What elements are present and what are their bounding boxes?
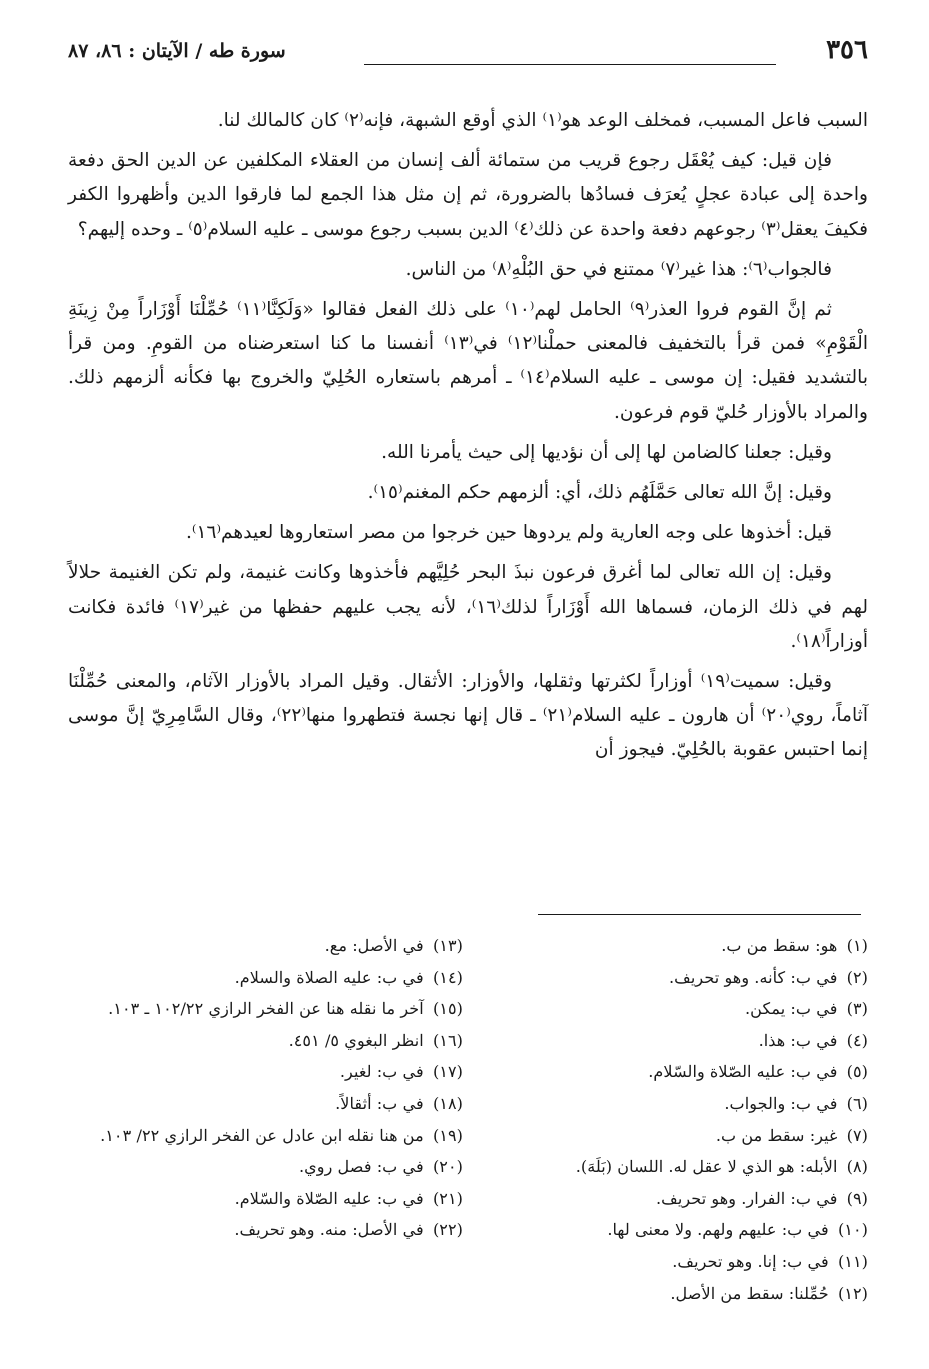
footnote: [68, 1151, 463, 1183]
footnote: [68, 993, 463, 1025]
footnote: [473, 1183, 868, 1215]
footnote: [473, 1214, 868, 1246]
footnote-number: (٦): [846, 1093, 868, 1113]
paragraph: السبب فاعل المسبب، فمخلف الوعد هو⁽١⁾ الذي أوقع الشبهة، فإنه⁽٢⁾ كان كالمالك لنا.: [217, 110, 868, 131]
footnote: [473, 1088, 868, 1120]
footnote: [473, 993, 868, 1025]
footnote-number: (١١): [837, 1251, 868, 1271]
footnote-number: (١٧): [432, 1062, 463, 1082]
footnote: [68, 1088, 463, 1120]
footnote: [68, 1183, 463, 1215]
footnote-text: الأبله: هو الذي لا عقل له. اللسان (بَلَهَ).: [575, 1157, 838, 1177]
footnote-number: (١٩): [432, 1125, 463, 1145]
paragraph: فإن قيل: كيف يُعْقَل رجوع قريب من ستمائة ألف إنسان من العقلاء المكلفين عن الدين الحق دفعة واحدة إلى عبادة عجلٍ يُعرَف فسادُها بالضرورة، ثم إن مثل هذا الجمع لما فارقوا الدين وأظهروا الكفر فكيفَ يعقل⁽٣⁾ رجوعهم دفعة واحدة عن ذلك⁽٤⁾ الدين بسبب رجوع موسى ـ عليه السلام⁽٥⁾ ـ وحده إليهم؟: [68, 150, 868, 240]
paragraph: فالجواب⁽٦⁾: هذا غير⁽٧⁾ ممتنع في حق البُلْهِ⁽٨⁾ من الناس.: [405, 258, 832, 280]
footnote-number: (٢٠): [432, 1157, 463, 1177]
footnotes-right-column: [473, 930, 868, 1309]
footnote: [473, 962, 868, 994]
footnote-number: (٥): [846, 1062, 868, 1082]
footnote-number: (١٤): [432, 967, 463, 987]
paragraph: وقيل: جعلنا كالضامن لها إلى أن نؤديها إلى حيث يأمرنا الله.: [381, 441, 832, 463]
footnote: [473, 1056, 868, 1088]
footnote-number: (١٦): [432, 1030, 463, 1050]
footnote-separator: [538, 914, 861, 915]
paragraph: ثم إنَّ القوم فروا العذر⁽٩⁾ الحامل لهم⁽١٠⁾ على ذلك الفعل فقالوا «وَلَكِنَّا⁽١١⁾ حُمِّلْنَا أَوْزَاراً مِنْ زِينَةِ الْقَوْمِ» فمن قرأ بالتخفيف فالمعنى حملْنا⁽١٢⁾ في⁽١٣⁾ أنفسنا ما كنا استعرضناه من القومِ. ومن قرأ بالتشديد فقيل: إن موسى ـ عليه السلام⁽١٤⁾ ـ أمرهم باستعاره الحُلِيّ والخروج بها فكأنه ألزمهم ذلك. والمراد بالأوزار حُليّ قوم فرعون.: [68, 299, 869, 423]
footnote-text: في الأصل: منه. وهو تحريف.: [234, 1220, 424, 1240]
paragraph: وقيل: إن الله تعالى لما أغرق فرعون نبذَ البحر حُلِيَّهم فأخذوها وكانت غنيمة، ولم تكن الغنيمة حلالاً لهم في ذلك الزمان، فسماها الله أَوْزَاراً لذلك⁽١٦⁾، لأنه يجب عليهم حفظها من غير⁽١٧⁾ فائدة فكانت أوزاراً⁽١٨⁾.: [68, 562, 868, 652]
footnote-number: (٩): [846, 1188, 868, 1208]
footnote-text: في ب: يمكن.: [744, 999, 838, 1019]
footnote-number: (١٠): [837, 1220, 868, 1240]
footnote-number: (٧): [846, 1125, 868, 1145]
footnote-number: (١٥): [432, 999, 463, 1019]
footnote-number: (٢٢): [432, 1220, 463, 1240]
footnote: [473, 1246, 868, 1278]
footnote-text: في ب: عليه الصّلاة والسّلام.: [234, 1188, 424, 1208]
footnote-number: (٢١): [432, 1188, 463, 1208]
footnote-number: (١٢): [837, 1283, 868, 1303]
footnote-number: (٣): [846, 999, 868, 1019]
footnote: [68, 1056, 463, 1088]
main-text: [68, 104, 868, 772]
footnote-text: في ب: كأنه. وهو تحريف.: [669, 967, 838, 987]
footnote-text: حُمِّلنا: سقط من الأصل.: [670, 1283, 829, 1303]
paragraph: وقيل: سميت⁽١٩⁾ أوزاراً لكثرتها وثقلها، والأوزار: الأثقال. وقيل المراد بالأوزار الآثام، والمعنى حُمِّلْنَا آثاماً، روي⁽٢٠⁾ أن هارون ـ عليه السلام⁽٢١⁾ ـ قال إنها نجسة فتطهروا منها⁽٢٢⁾، وقال السَّامِرِيّ إنَّ موسى إنما احتبس عقوبة بالحُلِيّ. فيجوز أن: [68, 671, 868, 761]
footnote: [68, 962, 463, 994]
footnote-text: في ب: الفرار. وهو تحريف.: [655, 1188, 838, 1208]
page-header: [68, 30, 868, 74]
footnote-text: في ب: هذا.: [758, 1030, 838, 1050]
footnote-text: في ب: عليهم ولهم. ولا معنى لها.: [607, 1220, 829, 1240]
footnote-text: من هنا نقله ابن عادل عن الفخر الرازي ٢٢/ ١٠٣.: [100, 1125, 424, 1145]
footnotes: [68, 930, 868, 1309]
header-rule: [364, 64, 776, 65]
footnote: [473, 1278, 868, 1310]
footnote-number: (١٨): [432, 1093, 463, 1113]
paragraph: وقيل: إنَّ الله تعالى حَمَّلَهُم ذلك، أي: ألزمهم حكم المغنم⁽١٥⁾.: [367, 482, 832, 504]
footnote-number: (١): [846, 936, 868, 955]
footnote-text: في ب: والجواب.: [724, 1093, 838, 1113]
footnote: [68, 1025, 463, 1057]
footnote-text: هو: سقط من ب.: [721, 936, 838, 955]
footnote: [68, 930, 463, 962]
footnote: [68, 1214, 463, 1246]
footnote-text: آخر ما نقله هنا عن الفخر الرازي ١٠٢/٢٢ ـ ١٠٣.: [108, 999, 424, 1019]
footnote-text: في ب: عليه الصلاة والسلام.: [234, 967, 424, 987]
footnote-text: في ب: لغير.: [339, 1062, 424, 1082]
footnote-text: غير: سقط من ب.: [715, 1125, 838, 1145]
footnote-number: (٢): [846, 967, 868, 987]
footnote: [473, 1151, 868, 1183]
paragraph: قيل: أخذوها على وجه العارية ولم يردوها حين خرجوا من مصر استعاروها لعيدهم⁽١٦⁾.: [186, 522, 832, 544]
footnote-number: (٨): [846, 1157, 868, 1177]
footnotes-left-column: [68, 930, 463, 1309]
footnote-text: في الأصل: مع.: [324, 936, 424, 955]
page-number: ٣٥٦: [826, 35, 868, 65]
footnote: [473, 930, 868, 962]
footnote-text: في ب: إنا. وهو تحريف.: [672, 1251, 829, 1271]
running-title: سورة طه / الآيتان : ٨٦، ٨٧: [68, 40, 286, 62]
footnote: [473, 1120, 868, 1152]
footnote: [68, 1120, 463, 1152]
footnote-text: في ب: أثقالاً.: [335, 1093, 424, 1113]
footnote-text: في ب: عليه الصّلاة والسّلام.: [648, 1062, 838, 1082]
footnote-number: (١٣): [432, 936, 463, 955]
footnote: [473, 1025, 868, 1057]
footnote-text: انظر البغوي ٥/ ٤٥١.: [288, 1030, 424, 1050]
footnote-text: في ب: فصل روي.: [298, 1157, 424, 1177]
footnote-number: (٤): [846, 1030, 868, 1050]
